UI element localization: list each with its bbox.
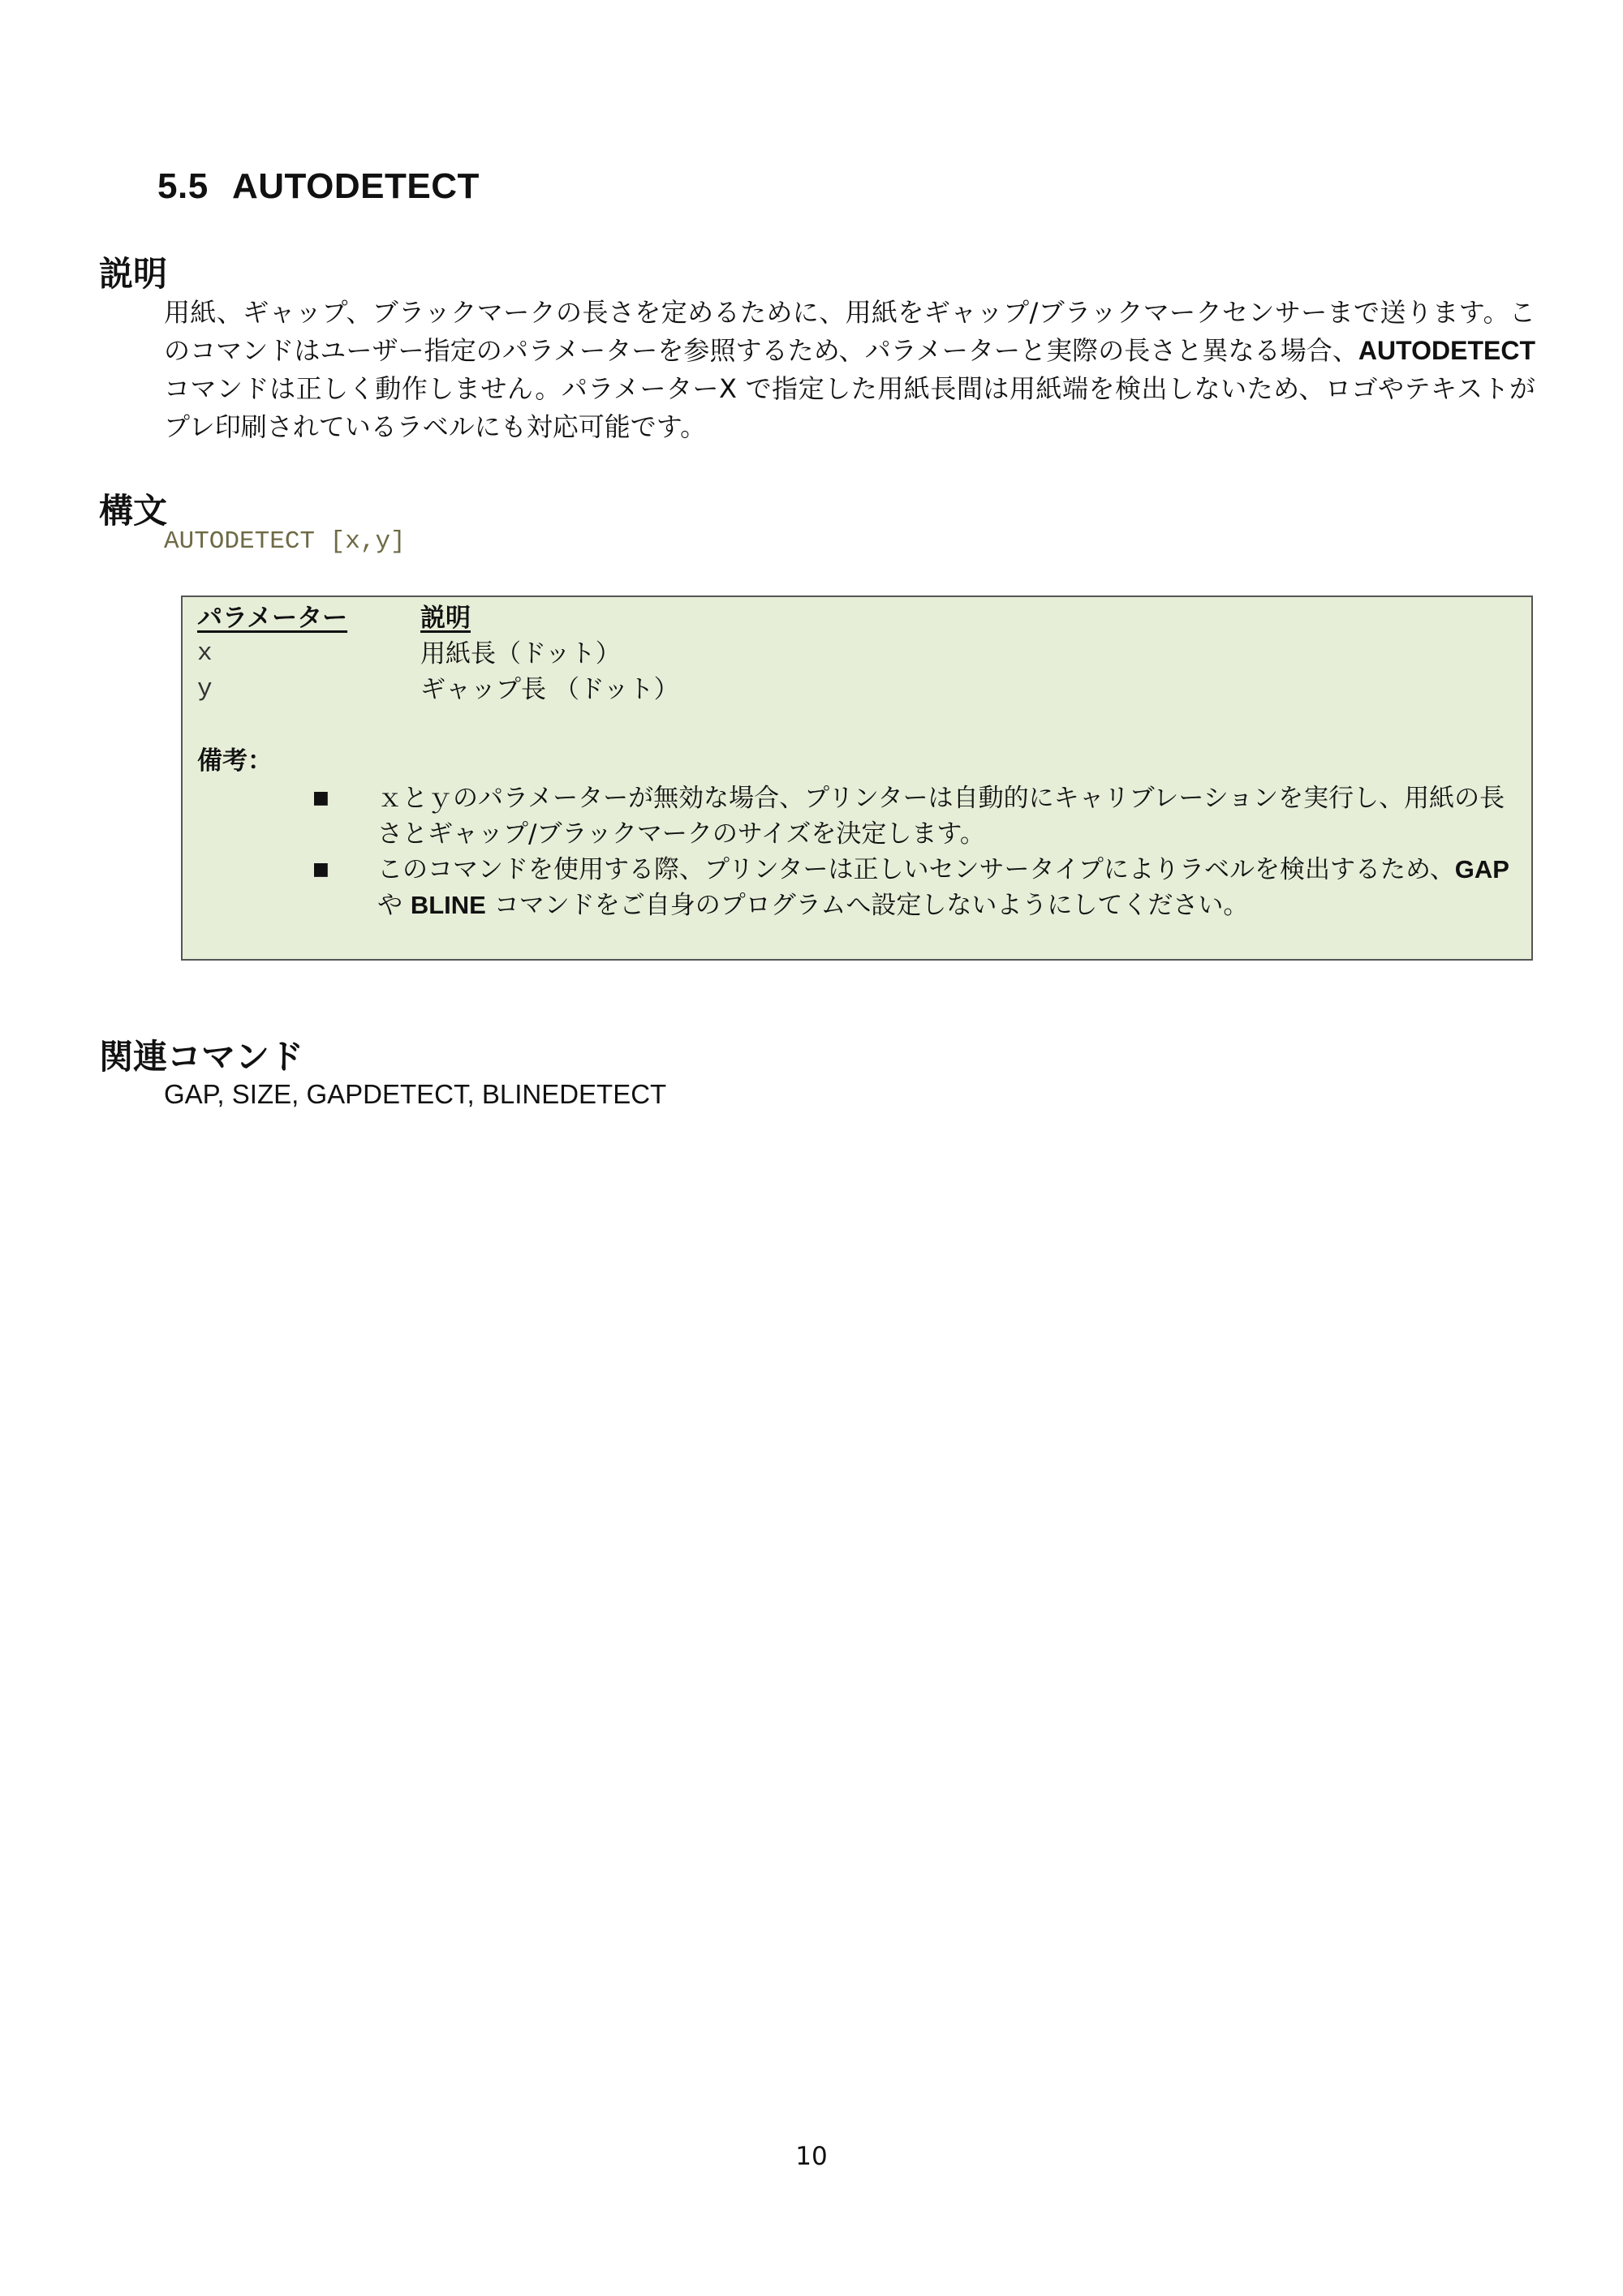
param-header-name: パラメーター [197,604,348,633]
bullet-icon: ■ [312,859,329,879]
page-number: 10 [795,2142,828,2171]
description-heading: 説明 [99,254,168,294]
section-title [157,166,480,207]
section-number: 5.5 [157,166,209,206]
param-name-x: x [197,639,213,668]
related-commands: GAP, SIZE, GAPDETECT, BLINEDETECT [164,1079,667,1109]
note-item: ｘとｙのパラメーターが無効な場合、プリンターは自動的にキャリブレーションを実行し、用紙の長さとギャップ/ブラックマークのサイズを決定します。 [377,784,1505,849]
param-desc-y: ギャップ長 （ドット） [420,675,679,704]
note-item: このコマンドを使用する際、プリンターは正しいセンサータイプによりラベルを検出するため、GAP や BLINE コマンドをご自身のプログラムへ設定しないようにしてください。 [377,855,1509,920]
related-heading: 関連コマンド [99,1037,304,1077]
autodetect-bold: AUTODETECT [1358,336,1535,365]
param-desc-x: 用紙長（ドット） [420,639,621,669]
param-header-desc: 説明 [420,604,471,633]
note-label: 備考： [197,746,273,776]
parameter-box [181,595,1533,961]
section-name: AUTODETECT [232,166,480,206]
bullet-icon: ■ [312,788,329,808]
syntax-heading: 構文 [99,491,168,531]
description-paragraph: 用紙、ギャップ、ブラックマークの長さを定めるために、用紙をギャップ/ブラックマークセンサーまで送ります。このコマンドはユーザー指定のパラメーターを参照するため、パラメーターと実際の長さと異なる場合、AUTODETECT コマンドは正しく動作しません。パラメーターX で指定した用紙長間は用紙端を検出しないため、ロゴやテキストがプレ印刷されているラベルにも対応可能です。 [164,297,1535,442]
param-name-y: y [197,675,213,703]
syntax-code: AUTODETECT [x,y] [164,527,406,556]
